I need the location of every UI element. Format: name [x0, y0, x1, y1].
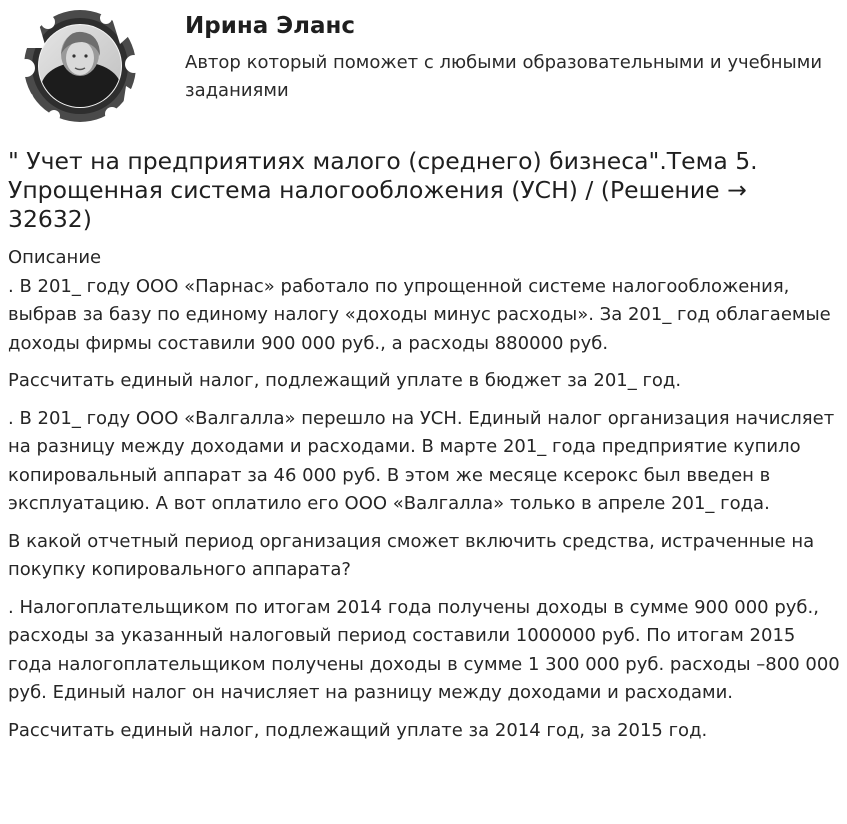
author-avatar — [8, 8, 150, 126]
task-content — [8, 244, 843, 754]
task-paragraph: . В 201_ году ООО «Валгалла» перешло на УСН. Единый налог организация начисляет на разницу между доходами и расходами. В марте 201_ года предприятие купило копировальный аппарат за 46 000 руб. В этом же месяце ксерокс был введен в эксплуатацию. А вот оплатило его ООО «Валгалла» только в апреле 201_ года. — [8, 407, 835, 514]
task-paragraph: Рассчитать единый налог, подлежащий уплате за 2014 год, за 2015 год. — [8, 719, 708, 741]
description-label: Описание — [8, 247, 102, 268]
task-paragraph: Рассчитать единый налог, подлежащий уплате в бюджет за 201_ год. — [8, 370, 682, 391]
task-paragraph: . В 201_ году ООО «Парнас» работало по упрощенной системе налогообложения, выбрав за базу по единому налогу «доходы минус расходы». За 201_ год облагаемые доходы фирмы составили 900 000 руб., а расходы 880000 руб. — [8, 275, 831, 354]
task-paragraph: . Налогоплательщиком по итогам 2014 года получены доходы в сумме 900 000 руб., расходы за указанный налоговый период составили 1000000 руб. По итогам 2015 года налогоплательщиком получены доходы в сумме 1 300 000 руб. расходы –800 000 руб. Единый налог он начисляет на разницу между доходами и расходами. — [8, 596, 840, 703]
task-paragraph: В какой отчетный период организация сможет включить средства, истраченные на покупку копировального аппарата? — [8, 530, 815, 580]
author-header — [0, 0, 847, 130]
author-description: Автор который поможет с любыми образовательными и учебными заданиями — [185, 52, 823, 101]
author-name: Ирина Эланс — [185, 13, 356, 39]
page-title: " Учет на предприятиях малого (среднего) бизнеса".Тема 5. Упрощенная система налогообложения (УСН) / (Решение → 32632) — [8, 147, 758, 233]
